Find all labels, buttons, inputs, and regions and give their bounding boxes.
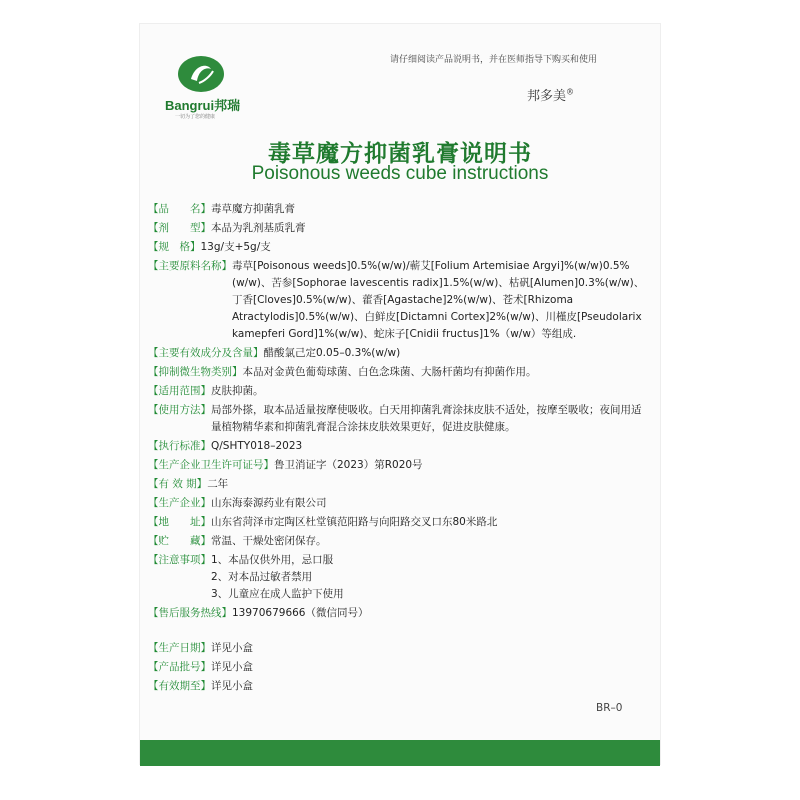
brand-logo [165,55,245,125]
list-item: 2、对本品过敏者禁用 [211,571,313,583]
field-ingredients: 【主要原料名称】 毒草[Poisonous weeds]0.5%(w/w)/蕲艾[Folium Artemisiae Argyi]%(w/w)0.5%(w/w)、苦参[Sophorae lavescentis radix]1.5%(w/w)、枯矾[Alumen]0.3%(w/w)、丁香[Cloves]0.5%(w/w)、藿香[Agastache]2%(w/w)、苍术[Rhizoma Atractylodis]0.5%(w/w)、白鲜皮[Dictamni Cortex]2%(w/w)、川槿皮[Pseudolarix kamepferi Gord]1%(w/w)、蛇床子[Cnidii fructus]1%（w/w）等组成. [148,260,645,340]
field-validity: 【有 效 期】 二年 [148,478,229,490]
field-maker: 【生产企业】 山东海泰源药业有限公司 [148,497,327,509]
trademark: 邦多美® [527,87,575,104]
field-usage: 【使用方法】 局部外搽，取本品适量按摩使吸收。白天用抑菌乳膏涂抹皮肤不适处，按摩至吸收；夜间用适量植物精华素和抑菌乳膏混合涂抹皮肤效果更好，促进皮肤健康。 [148,404,642,433]
logo-emblem-icon [177,55,225,93]
document-code: BR–0 [596,702,623,714]
field-active: 【主要有效成分及含量】 醋酸氯己定0.05–0.3%(w/w) [148,347,401,359]
list-item: 1、本品仅供外用，忌口服 [211,554,334,566]
field-notes: 【注意事项】 1、本品仅供外用，忌口服 2、对本品过敏者禁用 3、儿童应在成人监护下使用 [148,552,648,603]
field-microbes: 【抑制微生物类别】 本品对金黄色葡萄球菌、白色念珠菌、大肠杆菌均有抑菌作用。 [148,366,537,378]
field-form: 【剂 型】 本品为乳剂基质乳膏 [148,222,306,234]
spec-body [148,201,648,697]
field-address: 【地 址】 山东省菏泽市定陶区杜堂镇范阳路与向阳路交叉口东80米路北 [148,516,498,528]
notes-list [211,552,344,603]
page-title: 毒草魔方抑菌乳膏说明书 [268,141,532,167]
brand-slogan: 一切为了您的健康 [175,114,216,120]
field-expiry: 【有效期至】 详见小盒 [148,680,253,692]
footer-band [140,740,660,766]
field-name: 【品 名】 毒草魔方抑菌乳膏 [148,203,295,215]
brand-name: Bangrui邦瑞 [165,98,241,113]
field-standard: 【执行标准】 Q/SHTY018–2023 [148,440,303,452]
field-prod-date: 【生产日期】 详见小盒 [148,642,253,654]
field-hotline: 【售后服务热线】 13970679666（微信同号） [148,607,369,619]
field-license: 【生产企业卫生许可证号】 鲁卫消证字（2023）第R020号 [148,459,423,471]
list-item: 3、儿童应在成人监护下使用 [211,588,344,600]
page-subtitle: Poisonous weeds cube instructions [251,163,549,184]
field-storage: 【贮 藏】 常温、干燥处密闭保存。 [148,535,327,547]
usage-notice: 请仔细阅读产品说明书，并在医师指导下购买和使用 [390,55,598,65]
field-scope: 【适用范围】 皮肤抑菌。 [148,385,264,397]
field-batch: 【产品批号】 详见小盒 [148,661,253,673]
field-spec: 【规 格】 13g/支+5g/支 [148,241,271,253]
